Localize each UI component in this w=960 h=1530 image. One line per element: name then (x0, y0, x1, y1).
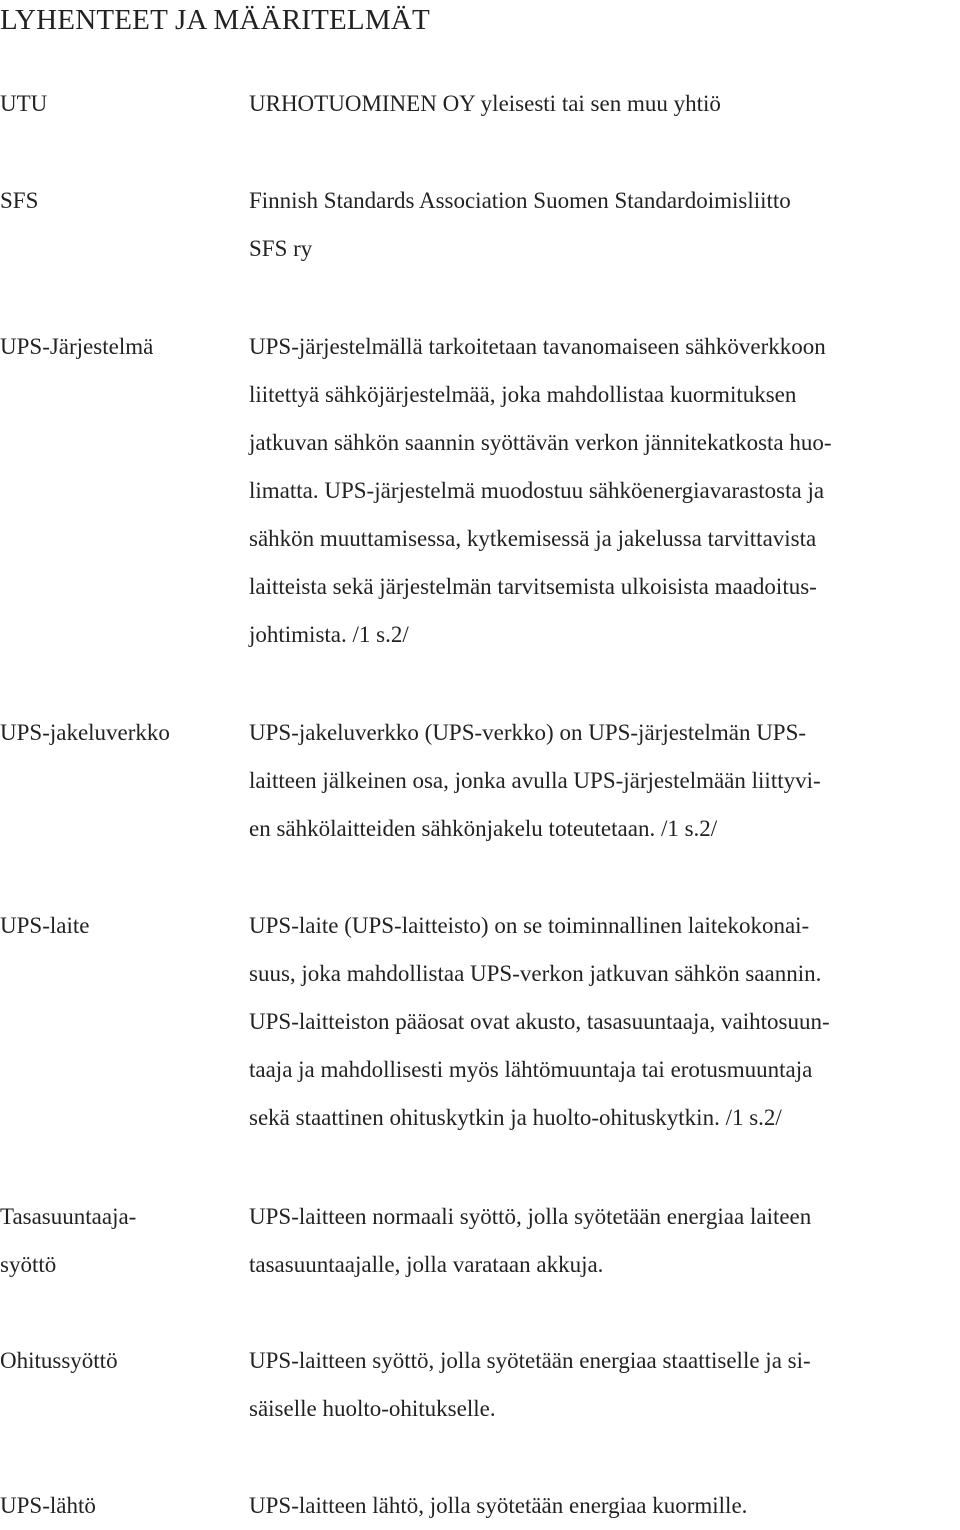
term (0, 902, 240, 950)
definition-line: jatkuvan sähkön saannin syöttävän verkon jännitekatkosta huo- (249, 430, 832, 455)
definition-line: Finnish Standards Association Suomen Standardoimisliitto (249, 188, 791, 213)
definition-line: UPS-laitteen syöttö, jolla syötetään energiaa staattiselle ja si- (249, 1348, 811, 1373)
definition-line: UPS-järjestelmällä tarkoitetaan tavanomaiseen sähköverkkoon (249, 334, 826, 359)
term (0, 323, 240, 371)
term (0, 1337, 240, 1385)
definition-line: en sähkölaitteiden sähkönjakelu toteutetaan. /1 s.2/ (249, 816, 718, 841)
definition (249, 1337, 955, 1433)
definition-line: laitteen jälkeinen osa, jonka avulla UPS-järjestelmään liittyvi- (249, 768, 821, 793)
definition (249, 177, 955, 273)
definition-line: UPS-laite (UPS-laitteisto) on se toiminnallinen laitekokonai- (249, 913, 810, 938)
term (0, 177, 240, 225)
term-line: Tasasuuntaaja- (0, 1204, 137, 1229)
definition (249, 1482, 955, 1530)
term (0, 1193, 240, 1289)
definition-line: SFS ry (249, 236, 313, 261)
definition-line: sähkön muuttamisessa, kytkemisessä ja jakelussa tarvittavista (249, 526, 817, 551)
definition-line: limatta. UPS-järjestelmä muodostuu sähköenergiavarastosta ja (249, 478, 825, 503)
definition-line: sekä staattinen ohituskytkin ja huolto-ohituskytkin. /1 s.2/ (249, 1105, 782, 1130)
term-line: UPS-laite (0, 913, 90, 938)
definition (249, 80, 955, 128)
term (0, 80, 240, 128)
definition-line: suus, joka mahdollistaa UPS-verkon jatkuvan sähkön saannin. (249, 961, 822, 986)
term-line: UPS-jakeluverkko (0, 720, 170, 745)
definition (249, 709, 955, 853)
term-line: UTU (0, 91, 48, 116)
definition-line: UPS-laitteen normaali syöttö, jolla syötetään energiaa laiteen (249, 1204, 812, 1229)
definition (249, 902, 955, 1142)
definition (249, 323, 955, 659)
definition-line: UPS-jakeluverkko (UPS-verkko) on UPS-järjestelmän UPS- (249, 720, 807, 745)
definition-line: UPS-laitteiston pääosat ovat akusto, tasasuuntaaja, vaihtosuun- (249, 1009, 830, 1034)
term-line: SFS (0, 188, 39, 213)
term (0, 709, 240, 757)
definition-line: säiselle huolto-ohitukselle. (249, 1396, 496, 1421)
definition (249, 1193, 955, 1289)
definition-line: taaja ja mahdollisesti myös lähtömuuntaja tai erotusmuuntaja (249, 1057, 813, 1082)
term-line: Ohitussyöttö (0, 1348, 118, 1373)
page-heading: LYHENTEET JA MÄÄRITELMÄT (0, 4, 430, 36)
term-line: syöttö (0, 1252, 57, 1277)
term (0, 1482, 240, 1530)
definition-line: UPS-laitteen lähtö, jolla syötetään energiaa kuormille. (249, 1493, 748, 1518)
definition-line: URHOTUOMINEN OY yleisesti tai sen muu yhtiö (249, 91, 721, 116)
term-line: UPS-Järjestelmä (0, 334, 154, 359)
definition-line: tasasuuntaajalle, jolla varataan akkuja. (249, 1252, 604, 1277)
definition-line: johtimista. /1 s.2/ (249, 622, 409, 647)
term-line: UPS-lähtö (0, 1493, 96, 1518)
definition-line: laitteista sekä järjestelmän tarvitsemista ulkoisista maadoitus- (249, 574, 817, 599)
definition-line: liitettyä sähköjärjestelmää, joka mahdollistaa kuormituksen (249, 382, 797, 407)
